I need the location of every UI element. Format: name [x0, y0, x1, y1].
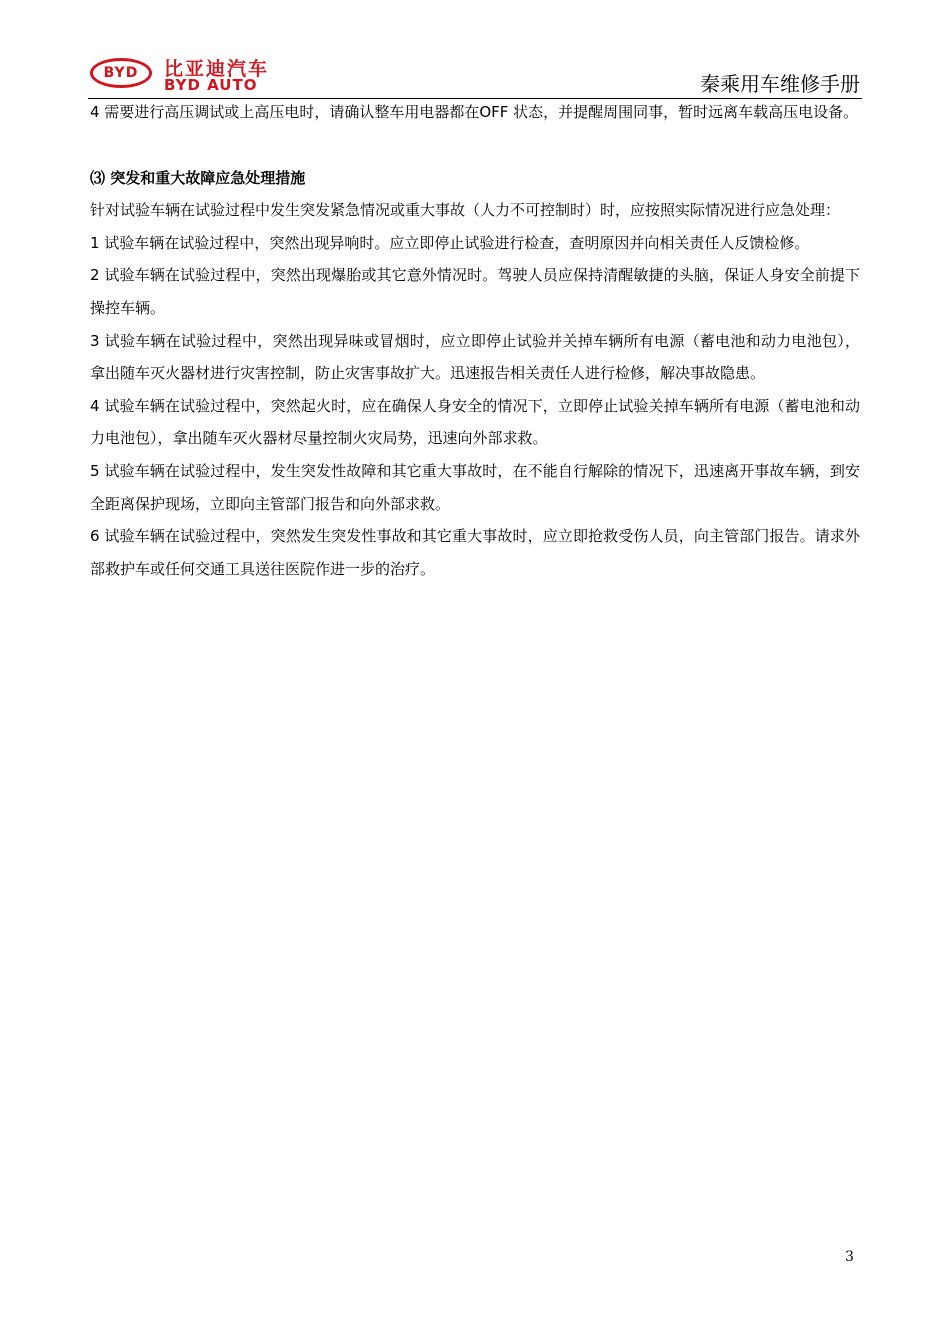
- byd-logo: [90, 52, 280, 92]
- byd-logo-chinese: 比亚迪汽车: [164, 58, 270, 80]
- byd-logo-english: BYD AUTO: [164, 76, 258, 94]
- list-item: 2 试验车辆在试验过程中，突然出现爆胎或其它意外情况时。驾驶人员应保持清醒敏捷的头脑，保证人身安全前提下操控车辆。: [90, 266, 860, 317]
- manual-title: 秦乘用车维修手册: [700, 72, 860, 96]
- page-header: [88, 48, 862, 98]
- section-heading: ⑶ 突发和重大故障应急处理措施: [90, 168, 306, 187]
- list-item: 3 试验车辆在试验过程中，突然出现异味或冒烟时，应立即停止试验并关掉车辆所有电源（蓄电池和动力电池包），拿出随车灭火器材进行灾害控制，防止灾害事故扩大。迅速报告相关责任人进行检修，解决事故隐患。: [90, 331, 860, 383]
- byd-logo-badge: [90, 58, 152, 88]
- list-item: 1 试验车辆在试验过程中，突然出现异响时。应立即停止试验进行检查，查明原因并向相关责任人反馈检修。: [90, 233, 810, 252]
- list-item: 6 试验车辆在试验过程中，突然发生突发性事故和其它重大事故时，应立即抢救受伤人员，向主管部门报告。请求外部救护车或任何交通工具送往医院作进一步的治疗。: [90, 527, 860, 578]
- byd-logo-badge-text: BYD: [103, 65, 139, 81]
- intro-item: 4 需要进行高压调试或上高压电时，请确认整车用电器都在OFF 状态，并提醒周围同事，暂时远离车载高压电设备。: [90, 103, 859, 121]
- page-number: 3: [845, 1249, 854, 1265]
- page-content: [90, 96, 860, 585]
- list-item: 4 试验车辆在试验过程中，突然起火时，应在确保人身安全的情况下，立即停止试验关掉车辆所有电源（蓄电池和动力电池包），拿出随车灭火器材尽量控制火灾局势，迅速向外部求救。: [90, 396, 860, 448]
- section-intro: 针对试验车辆在试验过程中发生突发紧急情况或重大事故（人力不可控制时）时，应按照实际情况进行应急处理：: [90, 201, 841, 220]
- list-item: 5 试验车辆在试验过程中，发生突发性故障和其它重大事故时，在不能自行解除的情况下，迅速离开事故车辆，到安全距离保护现场，立即向主管部门报告和向外部求救。: [90, 461, 860, 513]
